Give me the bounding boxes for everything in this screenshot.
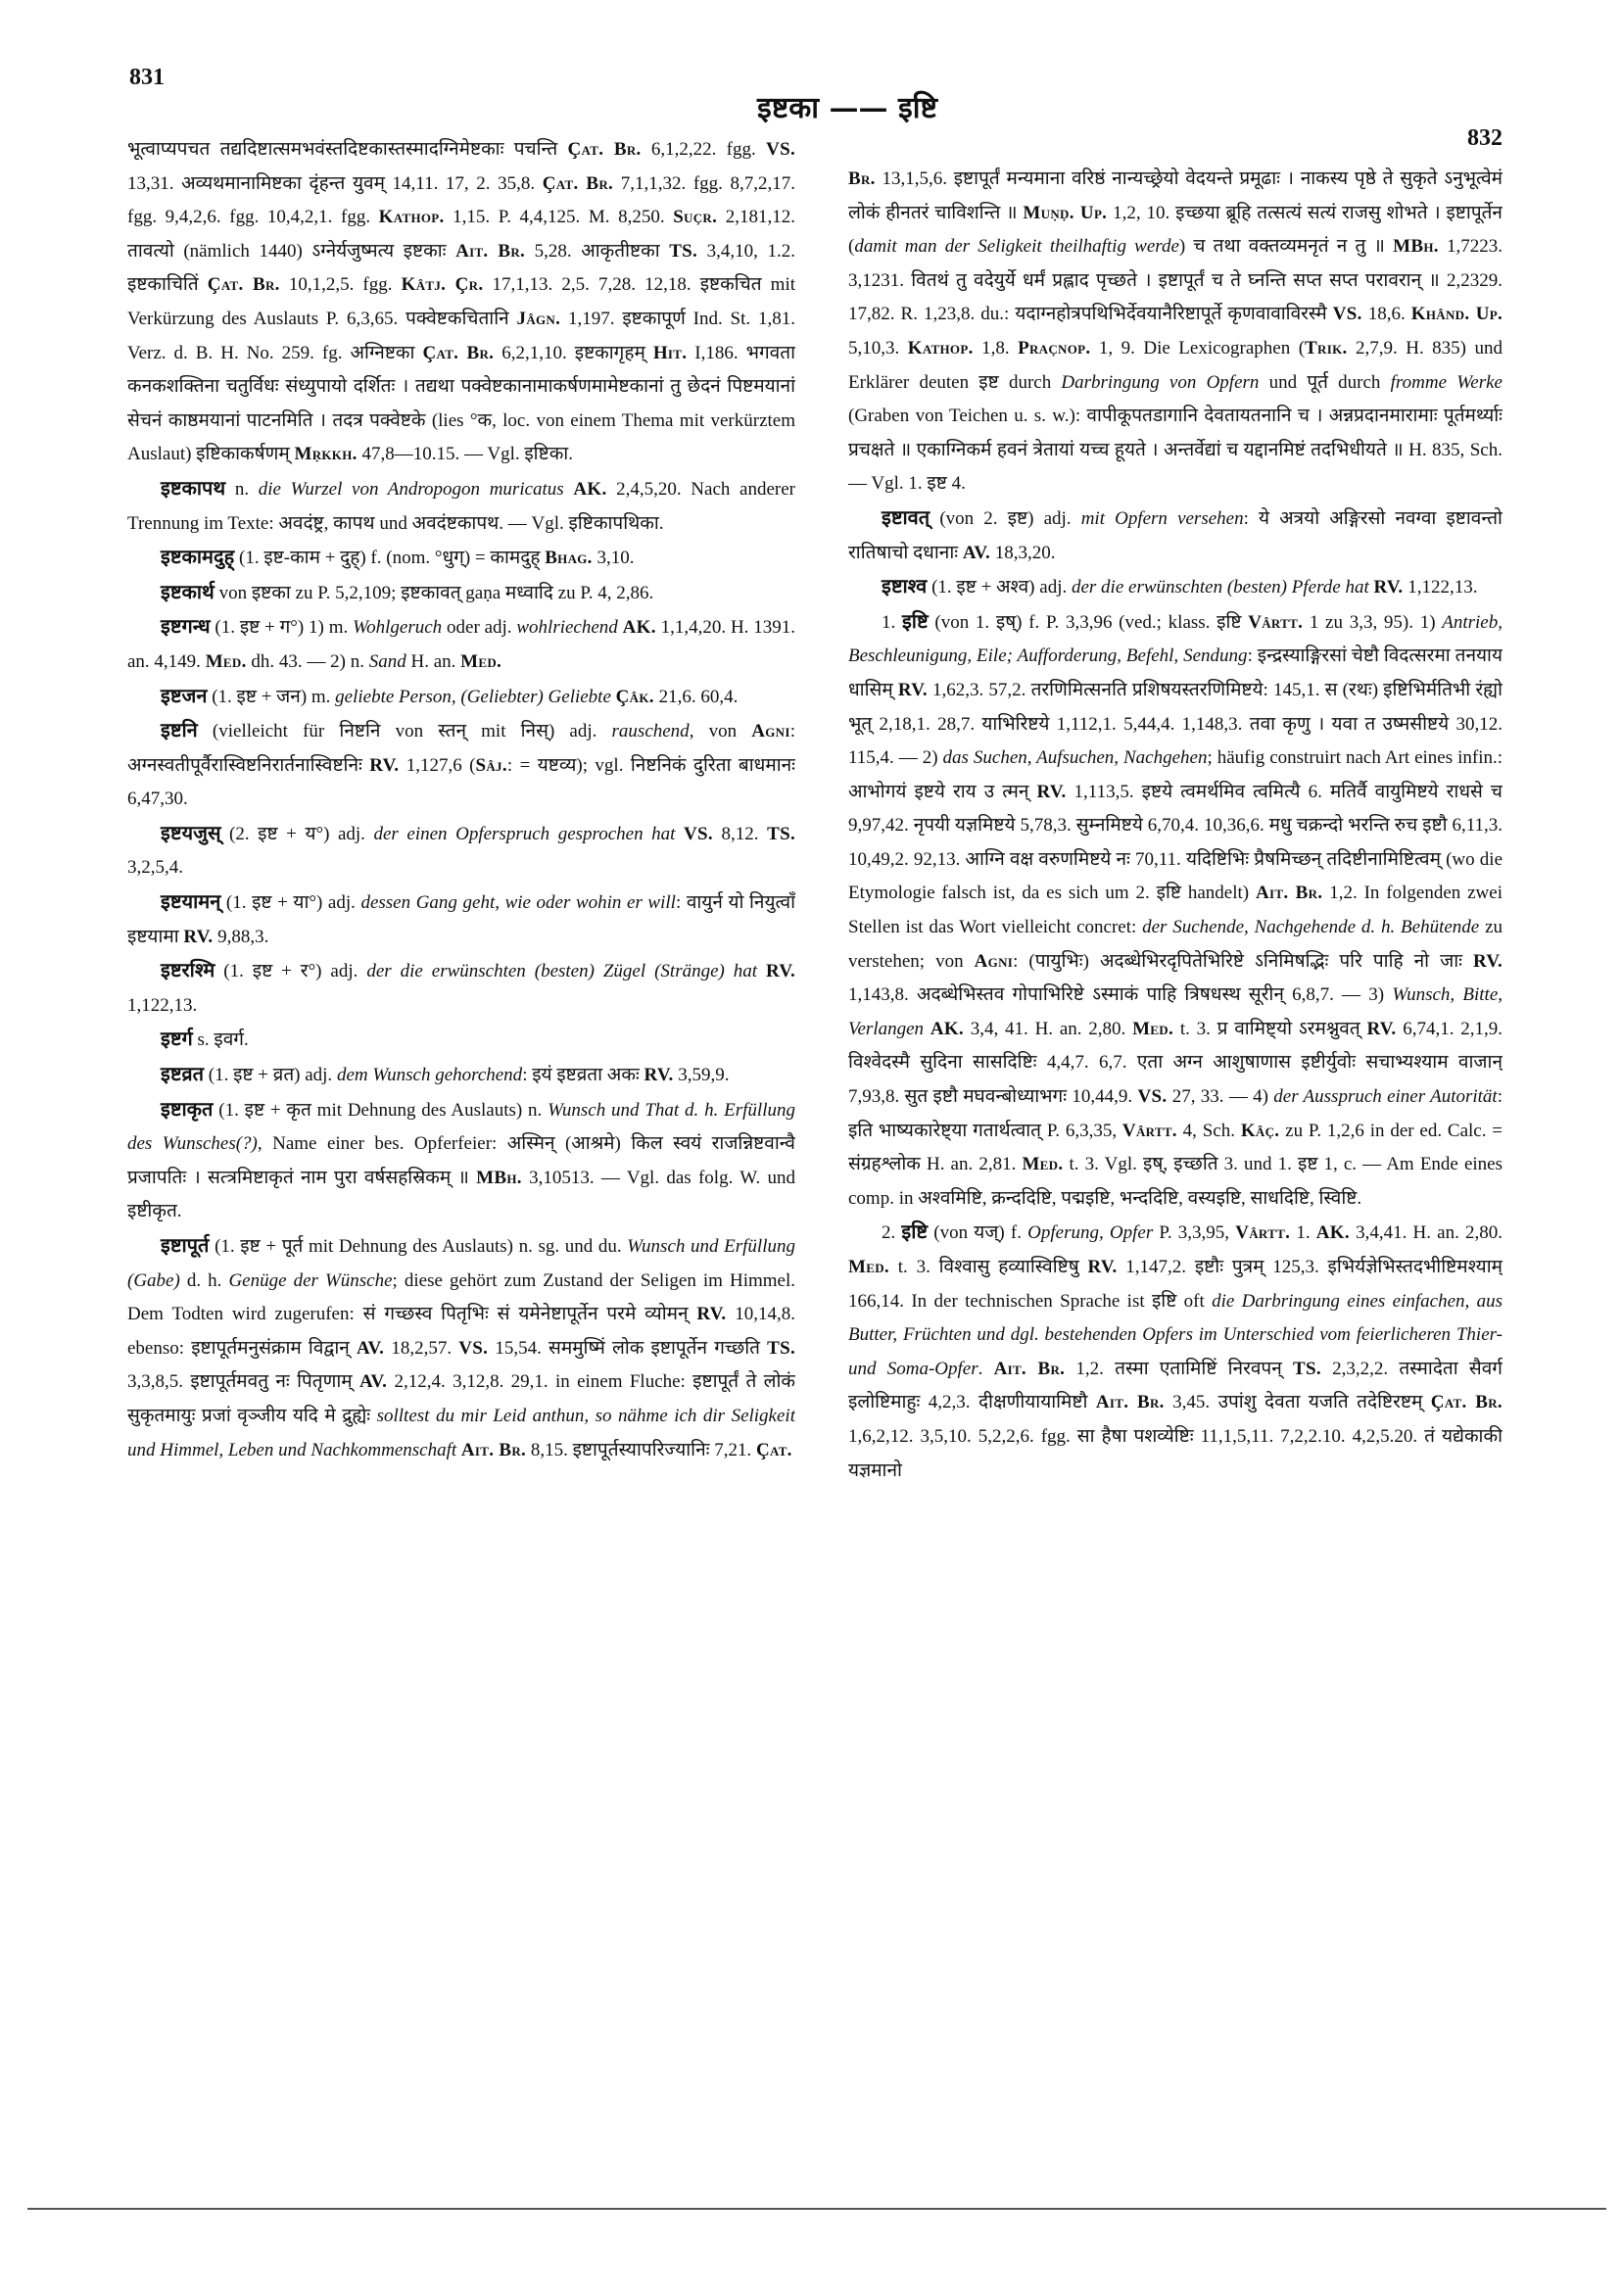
source-reference: Agni bbox=[974, 950, 1014, 972]
text-run: 1,1,4,20. H. 1391. an. 4,149. bbox=[127, 617, 795, 672]
headword: इष्टि bbox=[901, 610, 929, 633]
text-run: 8,12. bbox=[712, 823, 768, 844]
text-run: 6,2,1,10. इष्टकागृहम् bbox=[494, 342, 653, 363]
german-gloss: solltest du mir Leid anthun, so nähme ich dir Seligkeit und Himmel, Leben und Nachkommenschaft bbox=[127, 1405, 795, 1460]
dictionary-entry bbox=[127, 954, 795, 1023]
text-run: t. 3. Vgl. इष्, इच्छति 3. und 1. इष्ट 1, c. — Am Ende eines comp. in अश्वमिष्टि, क्रन्ददिष्टि, पद्मइष्टि, भन्ददिष्टि, वस्यइष्टि, साधदिष्टि, स्विष्टि. bbox=[848, 1154, 1503, 1209]
headword: इष्टकामदुह् bbox=[161, 547, 235, 569]
source-reference: Çat. Br. bbox=[567, 139, 642, 160]
source-reference: AK. bbox=[930, 1018, 964, 1039]
text-run: : इयं इष्टव्रता अकः bbox=[522, 1065, 644, 1086]
text-run: 1, 9. Die Lexicographen ( bbox=[1090, 337, 1306, 359]
text-run: : (पायुभिः) अदब्धेभिरदृपितेभिरिष्टे ऽनिमिषद्भिः परि पाहि नो जाः bbox=[1013, 950, 1474, 972]
german-gloss: Genüge der Wünsche bbox=[228, 1269, 393, 1291]
source-reference: Çat. Br. bbox=[207, 274, 280, 296]
source-reference: AV. bbox=[962, 542, 991, 563]
source-reference: Praçnop. bbox=[1018, 337, 1091, 359]
entry-continuation bbox=[127, 133, 795, 472]
source-reference: Hit. bbox=[652, 342, 688, 363]
text-run: 1,122,13. bbox=[1403, 577, 1478, 598]
dictionary-entry bbox=[127, 885, 795, 954]
text-run: (1. इष्ट + पूर्त mit Dehnung des Auslauts) n. sg. und du. bbox=[209, 1236, 628, 1257]
source-reference: MBh. bbox=[1393, 236, 1439, 258]
source-reference: RV. bbox=[897, 679, 928, 700]
text-run: 15,54. सममुष्मिं लोक इष्टापूर्तेन गच्छति bbox=[488, 1337, 768, 1359]
source-reference: RV. bbox=[1087, 1257, 1118, 1277]
source-reference: Med. bbox=[1132, 1018, 1174, 1039]
headword: इष्टापूर्त bbox=[161, 1235, 210, 1257]
source-reference: Jâgn. bbox=[516, 308, 561, 329]
text-run: 2,7,9. H. 835) und Erklärer deuten इष्ट durch bbox=[848, 337, 1503, 393]
text-run: oder adj. bbox=[442, 617, 517, 639]
source-reference: VS. bbox=[458, 1337, 489, 1359]
source-reference: Mṛkkh. bbox=[294, 444, 358, 465]
text-run: 1. bbox=[1290, 1222, 1316, 1244]
source-reference: Kathop. bbox=[907, 337, 974, 359]
source-reference: AV. bbox=[356, 1337, 385, 1359]
text-run bbox=[924, 1019, 930, 1039]
text-run: t. 3. प्र वामिष्ट्यो ऽरमश्नुवत् bbox=[1173, 1018, 1367, 1039]
german-gloss: das Suchen, Aufsuchen, Nachgehen bbox=[942, 747, 1208, 769]
source-reference: RV. bbox=[183, 926, 214, 947]
text-run: ; diese gehört zum Zustand der Seligen im Himmel. Dem Todten wird zugerufen: सं गच्छस्व पितृभिः सं यमेनेष्टापूर्तेन परमे व्योमन् bbox=[127, 1269, 795, 1325]
german-gloss: der einen Opferspruch gesprochen hat bbox=[373, 823, 676, 844]
german-gloss: der Suchende, Nachgehende d. h. Behütende bbox=[1142, 917, 1480, 938]
source-reference: VS. bbox=[1332, 304, 1362, 325]
bottom-rule bbox=[27, 2208, 1606, 2210]
dictionary-entry bbox=[127, 714, 795, 817]
text-run: 3,10513. — Vgl. das folg. W. und इष्टीकृत. bbox=[127, 1167, 795, 1222]
text-run: und पूर्त durch bbox=[1259, 371, 1391, 393]
text-run bbox=[757, 961, 766, 981]
text-run: 1,122,13. bbox=[127, 994, 198, 1016]
headword: इष्टकार्थ bbox=[161, 581, 215, 603]
source-reference: RV. bbox=[369, 754, 400, 776]
text-run: 13,1,5,6. इष्टापूर्तं मन्यमाना वरिष्ठं नान्यच्छ्रेयो वेदयन्ते प्रमूढाः । नाकस्य पृष्ठे ते सुकृते ऽनुभूत्वेमं लोकं हीनतरं चाविशन्ति ॥ bbox=[848, 168, 1503, 223]
source-reference: Kathop. bbox=[378, 207, 445, 228]
source-reference: Vârtt. bbox=[1235, 1222, 1291, 1244]
text-run: 2,181,12. तावत्यो (nämlich 1440) ऽग्नेर्यजुष्मत्य इष्टकाः bbox=[127, 207, 795, 262]
german-gloss: dessen Gang geht, wie oder wohin er will bbox=[360, 892, 676, 914]
page-number-left: 831 bbox=[129, 65, 165, 90]
german-gloss: rauschend bbox=[611, 721, 690, 742]
text-run: 2. bbox=[882, 1222, 902, 1244]
dictionary-entry bbox=[848, 570, 1503, 605]
headword: इष्टरश्मि bbox=[161, 960, 215, 982]
text-run: 1,2. In folgenden zwei Stellen ist das Wort vielleicht concret: bbox=[848, 883, 1503, 938]
text-run: 3,4,10, 1.2. इष्टकाचितिं bbox=[127, 240, 795, 296]
text-run: 10,14,8. ebenso: इष्टापूर्तमनुसंक्राम विद्वान् bbox=[127, 1304, 795, 1359]
source-reference: VS. bbox=[1137, 1086, 1168, 1108]
source-reference: TS. bbox=[1293, 1358, 1321, 1379]
text-run: 6,74,1. 2,1,9. विश्वेदस्मै सुदिना सासदिष्टिः 4,4,7. 6,7. एता अग्न आशुषाणास इष्टीर्युवोः सचाभ्यश्याम वाजान् 7,93,8. सुत इष्टौ मघवन्बोध्याभगः 10,44,9. bbox=[848, 1018, 1503, 1108]
source-reference: Kâç. bbox=[1240, 1120, 1280, 1141]
text-run: , Name einer bes. Opferfeier: अस्मिन् (आश्रमे) किल स्वयं राजन्निष्टवान्वै प्रजापतिः । सत्त्रमिष्टाकृतं नाम पुरा वर्षसहस्रिकम् ॥ bbox=[127, 1133, 795, 1188]
german-gloss: Sand bbox=[368, 650, 406, 672]
text-run: 1. bbox=[882, 611, 902, 633]
source-reference: Ait. Br. bbox=[993, 1358, 1066, 1379]
text-run: d. h. bbox=[179, 1269, 229, 1291]
text-run: 1,7223. 3,1231. वितथं तु वदेयुर्ये धर्मं प्रह्लाद पृच्छते । इष्टापूर्तं च ते घ्नन्ति सप्त सप्त परावरान् ॥ 2,2329. 17,82. R. 1,23,8. du.: यदाग्नहोत्रपथिभिर्देवयानैरिष्टापूर्ते कृणवावाविरस्मै bbox=[848, 236, 1503, 325]
source-reference: Vârtt. bbox=[1121, 1120, 1177, 1141]
source-reference: MBh. bbox=[476, 1167, 522, 1188]
text-run: 2,3,2,2. तस्मादेता सैवर्ग इलोष्टिमाहुः 4,2,3. दीक्षणीयायामिष्टौ bbox=[848, 1358, 1503, 1413]
source-reference: Med. bbox=[460, 650, 502, 672]
german-gloss: Wunsch und Erfüllung (Gabe) bbox=[127, 1236, 795, 1291]
dictionary-entry bbox=[127, 1093, 795, 1229]
text-run: ; häufig construirt nach Art eines infin.: आभोगयं इष्टये राय उ त्मन् bbox=[848, 747, 1503, 802]
source-reference: Çat. Br. bbox=[1430, 1392, 1503, 1413]
german-gloss: der die erwünschten (besten) Pferde hat bbox=[1071, 577, 1369, 598]
headword: इष्टगन्ध bbox=[161, 616, 211, 639]
german-gloss: die Darbringung eines einfachen, aus Butter, Früchten und dgl. bestehenden Opfers im Unterschied vom feierlicheren Thier- und Soma-Opfer bbox=[848, 1290, 1503, 1379]
text-run: , von bbox=[689, 721, 752, 742]
text-run: 1,2. तस्मा एतामिष्टिं निरवपन् bbox=[1065, 1358, 1293, 1379]
text-run: zu verstehen; von bbox=[848, 917, 1503, 972]
headword: इष्टयामन् bbox=[161, 891, 221, 914]
headword: इष्टावत् bbox=[882, 506, 930, 529]
text-run: (1. इष्ट + व्रत) adj. bbox=[204, 1065, 337, 1086]
german-gloss: fromme Werke bbox=[1390, 371, 1503, 393]
text-run: 3,3,8,5. इष्टापूर्तमवतु नः पितृणाम् bbox=[127, 1371, 359, 1393]
text-run: s. इवर्ग. bbox=[192, 1029, 249, 1051]
headword: इष्टनि bbox=[161, 720, 198, 742]
text-run: 10,1,2,5. fgg. bbox=[279, 274, 402, 296]
text-run: 9,88,3. bbox=[213, 926, 269, 947]
german-gloss: der die erwünschten (besten) Zügel (Stränge) hat bbox=[366, 961, 758, 982]
german-gloss: damit man der Seligkeit theilhaftig werde bbox=[854, 236, 1179, 258]
text-run: 1,127,6 ( bbox=[399, 754, 476, 776]
text-run: (1. इष्ट + अश्व) adj. bbox=[927, 577, 1072, 598]
text-run: 3,45. उपांशु देवता यजति तदेष्टिरष्टम् bbox=[1164, 1392, 1431, 1413]
headword: इष्टाकृत bbox=[161, 1098, 214, 1121]
german-gloss: Wunsch, Bitte, Verlangen bbox=[848, 984, 1503, 1039]
text-run: 3,4, 41. H. an. 2,80. bbox=[963, 1018, 1133, 1039]
text-run: 47,8—10.15. — Vgl. इष्टिका. bbox=[357, 444, 573, 465]
german-gloss: Opferung, Opfer bbox=[1027, 1222, 1154, 1244]
text-run: 7,1,1,32. fgg. 8,7,2,17. fgg. 9,4,2,6. fgg. 10,4,2,1. fgg. bbox=[127, 172, 795, 228]
text-run: 2,12,4. 3,12,8. 29,1. in einem Fluche: इष्टापूर्तं ते लोकं सुकृतमायुः प्रजां वृञ्जीय यदि मे द्रुह्येः bbox=[127, 1371, 795, 1426]
text-run: zu P. 1,2,6 in der ed. Calc. = संग्रहश्लोक H. an. 2,81. bbox=[848, 1120, 1503, 1175]
source-reference: Ait. Br. bbox=[455, 240, 526, 262]
source-reference: Agni bbox=[751, 721, 790, 742]
text-run: 1,113,5. इष्टये त्वमर्थमिव त्वमित्यै 6. मतिर्वै वायुमिष्टये राधसे च 9,97,42. नृपयी यज्ञमिष्टये 5,78,3. सुम्नमिष्टये 6,70,4. 10,36,6. मधु चक्रन्दो भरन्ति रुच इष्टौ 6,11,3. 10,49,2. 92,13. आग्नि वक्ष वरुणमिष्टये नः 70,11. यदिष्टिभिः प्रैषमिच्छन् तदिष्टीनामिष्टित्वम् (wo die Etymologie falsch ist, da es sich um 2. इष्टि handelt) bbox=[848, 781, 1503, 904]
source-reference: Suçr. bbox=[673, 207, 718, 228]
text-run: (2. इष्ट + य°) adj. bbox=[220, 823, 374, 844]
german-gloss: Antrieb, Beschleunigung, Eile; Aufforderung, Befehl, Sendung bbox=[848, 611, 1503, 667]
dictionary-entry bbox=[848, 1216, 1503, 1488]
text-run: 4, Sch. bbox=[1176, 1120, 1241, 1141]
text-run: 1,15. P. 4,4,125. M. 8,250. bbox=[444, 207, 674, 228]
text-run: 1,197. इष्टकापूर्ण Ind. St. 1,81. Verz. d. B. H. No. 259. fg. अग्निष्टका bbox=[127, 308, 795, 363]
dictionary-entry bbox=[127, 1023, 795, 1058]
text-run: (1. इष्ट + र°) adj. bbox=[215, 961, 367, 982]
text-run: (Graben von Teichen u. s. w.): वापीकूपतडागानि देवतायतनानि च । अन्नप्रदानमारामाः पूर्तमर्थ्याः प्रचक्षते ॥ एकाग्निकर्म हवनं त्रेतायां यच्च हूयते । अन्तर्वेद्यां च यद्दानमिष्टं तदभिधीयते ॥ H. 835, Sch. — Vgl. 1. इष्ट 4. bbox=[848, 406, 1503, 495]
german-gloss: Wohlgeruch bbox=[353, 617, 443, 639]
headword: इष्टर्ग bbox=[161, 1028, 193, 1051]
source-reference: TS. bbox=[669, 240, 698, 262]
text-run: 2,4,5,20. Nach anderer Trennung im Texte: अवदंष्ट्र, कापथ und अवदंष्टकापथ. — Vgl. इष्टिकापथिका. bbox=[127, 478, 795, 534]
text-run: 3,4,41. H. an. 2,80. bbox=[1349, 1222, 1503, 1244]
text-run: (1. इष्ट + ग°) 1) m. bbox=[210, 617, 354, 639]
dictionary-entry bbox=[127, 1229, 795, 1467]
left-column bbox=[127, 133, 795, 2087]
source-reference: Çat. Br. bbox=[422, 342, 495, 363]
source-reference: Trik. bbox=[1305, 337, 1348, 359]
text-run: 5,28. आकृतीष्टका bbox=[525, 240, 670, 262]
source-reference: Ait. Br. bbox=[1256, 883, 1323, 904]
source-reference: TS. bbox=[767, 823, 795, 844]
running-head: इष्टका —— इष्टि bbox=[757, 91, 937, 125]
text-run bbox=[675, 824, 684, 844]
german-gloss: die Wurzel von Andropogon muricatus bbox=[258, 478, 564, 500]
source-reference: AK. bbox=[573, 478, 607, 500]
source-reference: Br. bbox=[848, 168, 876, 189]
text-run: 1,143,8. अदब्धेभिस्तव गोपाभिरिष्टे ऽस्माकं पाहि त्रिषधस्थ सूरीन् 6,8,7. — 3) bbox=[848, 984, 1393, 1006]
source-reference: RV. bbox=[1473, 950, 1503, 972]
text-run: 13,31. अव्यथमानामिष्टका दृंहन्त युवम् 14,11. 17, 2. 35,8. bbox=[127, 172, 543, 194]
headword: इष्टव्रत bbox=[161, 1064, 205, 1086]
text-run: (1. इष्ट + जन) m. bbox=[207, 686, 336, 707]
source-reference: Çâk. bbox=[615, 686, 654, 707]
text-run: 18,6. bbox=[1361, 304, 1411, 325]
text-run: ) च तथा वक्तव्यमनृतं न तु ॥ bbox=[1178, 236, 1394, 258]
text-run: (von 2. इष्ट) adj. bbox=[930, 507, 1081, 529]
text-run: von इष्टका zu P. 5,2,109; इष्टकावत् gaṇa मध्वादि zu P. 4, 2,86. bbox=[214, 582, 654, 603]
headword: इष्टयजुस् bbox=[161, 822, 221, 844]
text-run: . bbox=[978, 1358, 994, 1379]
page-number-right: 832 bbox=[1467, 125, 1503, 151]
entry-continuation bbox=[848, 163, 1503, 502]
source-reference: RV. bbox=[644, 1065, 674, 1086]
text-run: : ये अत्रयो अङ्गिरसो नवग्वा इष्टावन्तो रातिषाचो दधानाः bbox=[848, 507, 1503, 563]
text-run: : इति भाष्यकारेष्ट्या गतार्थत्वात् P. 6,3,35, bbox=[848, 1086, 1503, 1141]
dictionary-entry bbox=[127, 1058, 795, 1093]
text-run: 5,10,3. bbox=[848, 337, 908, 359]
text-run: भूत्वाप्यपचत तद्यदिष्टात्समभवंस्तदिष्टकास्तस्मादग्निमेष्टकाः पचन्ति bbox=[127, 139, 568, 160]
source-reference: Ait. Br. bbox=[460, 1439, 527, 1460]
source-reference: TS. bbox=[767, 1337, 795, 1359]
german-gloss: mit Opfern versehen bbox=[1080, 507, 1244, 529]
text-run: 3,10. bbox=[592, 548, 635, 569]
source-reference: Med. bbox=[1022, 1154, 1064, 1175]
text-run: : = यष्टव्य); vgl. निष्टनिकं दुरिता बाधमानः 6,47,30. bbox=[127, 754, 795, 810]
german-gloss: der Ausspruch einer Autorität bbox=[1273, 1086, 1498, 1108]
source-reference: Sâj. bbox=[475, 754, 507, 776]
german-gloss: geliebte Person, (Geliebter) Geliebte bbox=[335, 686, 611, 707]
dictionary-entry bbox=[127, 680, 795, 715]
german-gloss: wohlriechend bbox=[516, 617, 618, 639]
text-run: 18,3,20. bbox=[990, 542, 1056, 563]
text-run: 27, 33. — 4) bbox=[1167, 1086, 1274, 1108]
headword: इष्टकापथ bbox=[161, 477, 226, 500]
german-gloss: Wunsch und That d. h. Erfüllung des Wunsches(?) bbox=[127, 1099, 795, 1155]
source-reference: Khând. Up. bbox=[1410, 304, 1503, 325]
text-run: 1,62,3. 57,2. तरणिमित्सनति प्रशिषयस्तरणिमिष्टये: 145,1. स (रथः) इष्टिभिर्मतिभी रंह्यो भूत् 2,18,1. 28,7. याभिरिष्टये 1,112,1. 5,44,4. 1,148,3. तवा कृणु । यवा त उष्मसीष्टये 30,12. 115,4. — 2) bbox=[848, 679, 1503, 769]
text-run: (1. इष्ट + या°) adj. bbox=[220, 892, 361, 914]
dictionary-entry bbox=[848, 605, 1503, 1217]
source-reference: RV. bbox=[1366, 1018, 1397, 1039]
text-run: 3,2,5,4. bbox=[127, 857, 183, 879]
headword: इष्टजन bbox=[161, 685, 208, 707]
text-run: : इन्द्रस्याङ्गिरसां चेष्टौ विदत्सरमा तनयाय धासिम् bbox=[848, 646, 1503, 700]
text-run: t. 3. विश्वासु हव्यास्विष्टिषु bbox=[888, 1257, 1088, 1277]
text-run: dh. 43. — 2) n. bbox=[246, 650, 369, 672]
source-reference: Vârtt. bbox=[1248, 611, 1304, 633]
text-run: 1,147,2. इष्टौः पुत्रम् 125,3. इभिर्यज्ञेभिस्तदभीष्टिमश्याम् 166,14. In der technischen Sprache ist इष्टि oft bbox=[848, 1257, 1503, 1312]
text-run: 3,59,9. bbox=[673, 1065, 730, 1086]
text-run: (1. इष्ट-काम + दुह्) f. (nom. °धुग्) = कामदुह् bbox=[234, 548, 546, 569]
german-gloss: dem Wunsch gehorchend bbox=[336, 1065, 523, 1086]
dictionary-entry bbox=[127, 541, 795, 576]
dictionary-entry bbox=[848, 502, 1503, 570]
text-run: : अग्नस्वतीपूर्वैरास्विष्टनिरार्तनास्विष्टनिः bbox=[127, 721, 795, 776]
text-run: 18,2,57. bbox=[384, 1337, 459, 1359]
text-run: 1,8. bbox=[973, 337, 1019, 359]
headword: इष्टाश्व bbox=[882, 576, 928, 598]
source-reference: AK. bbox=[1315, 1222, 1350, 1244]
text-run: 1,2, 10. इच्छया ब्रूहि तत्सत्यं सत्यं राजसु शोभते । इष्टापूर्तेन ( bbox=[848, 202, 1503, 258]
source-reference: RV. bbox=[1373, 577, 1404, 598]
source-reference: Çat. bbox=[755, 1439, 792, 1460]
text-run: (vielleicht für निष्टनि von स्तन् mit निस्) adj. bbox=[197, 721, 612, 742]
text-run: 17,1,13. 2,5. 7,28. 12,18. इष्टकचित mit Verkürzung des Auslauts P. 6,3,65. पक्वेष्टकचितानि bbox=[127, 274, 795, 329]
text-run: H. an. bbox=[406, 650, 461, 672]
german-gloss: Darbringung von Opfern bbox=[1061, 371, 1260, 393]
text-run: (von यज्) f. bbox=[928, 1222, 1028, 1244]
right-column bbox=[848, 163, 1503, 2151]
text-run: 21,6. 60,4. bbox=[653, 686, 739, 707]
text-run: 1 zu 3,3, 95). 1) bbox=[1303, 611, 1443, 633]
dictionary-entry bbox=[127, 576, 795, 611]
source-reference: Med. bbox=[848, 1257, 889, 1277]
text-run: 8,15. इष्टापूर्तस्यापरिज्यानिः 7,21. bbox=[526, 1439, 756, 1460]
text-run: 1,6,2,12. 3,5,10. 5,2,2,6. fgg. सा हैषा पशव्येष्टिः 11,1,5,11. 7,2,2.10. 4,2,5.20. तं यद्येकाकी यज्ञमानो bbox=[848, 1425, 1503, 1481]
source-reference: AV. bbox=[358, 1371, 388, 1393]
text-run: (1. इष्ट + कृत mit Dehnung des Auslauts) n. bbox=[213, 1099, 549, 1121]
dictionary-entry bbox=[127, 610, 795, 679]
headword: इष्टि bbox=[901, 1221, 929, 1244]
source-reference: VS. bbox=[684, 823, 713, 844]
dictionary-entry bbox=[127, 472, 795, 541]
text-run: I,186. भगवता कनकशक्तिना चतुर्विधः संध्युपायो दर्शितः । तद्यथा पक्वेष्टकानामाकर्षणमामेष्टकानां तु छेदनं पिष्टमयानां सेचनं काष्ठमयानां पाटनमिति । तदत्र पक्वेष्टके (lies °क, loc. von einem Thema mit verkürztem Auslaut) इष्टिकाकर्षणम् bbox=[127, 342, 795, 465]
source-reference: Ait. Br. bbox=[1095, 1392, 1165, 1413]
source-reference: RV. bbox=[696, 1304, 727, 1325]
text-run bbox=[564, 479, 574, 500]
text-run: : वायुर्न यो नियुत्वाँ इष्टयामा bbox=[127, 892, 795, 947]
source-reference: Med. bbox=[205, 650, 247, 672]
source-reference: RV. bbox=[766, 961, 795, 982]
source-reference: Kâtj. Çr. bbox=[401, 274, 484, 296]
text-run: (von 1. इष्) f. P. 3,3,96 (ved.; klass. इष्टि bbox=[928, 611, 1249, 633]
text-run: P. 3,3,95, bbox=[1153, 1222, 1236, 1244]
dictionary-entry bbox=[127, 817, 795, 885]
source-reference: RV. bbox=[1036, 781, 1067, 802]
text-run: 6,1,2,22. fgg. bbox=[641, 139, 767, 160]
source-reference: VS. bbox=[766, 139, 795, 160]
source-reference: Muṇḍ. Up. bbox=[1023, 202, 1108, 223]
source-reference: AK. bbox=[622, 617, 656, 639]
source-reference: Çat. Br. bbox=[542, 172, 614, 194]
text-run: n. bbox=[225, 478, 259, 500]
source-reference: Bhag. bbox=[545, 548, 593, 569]
